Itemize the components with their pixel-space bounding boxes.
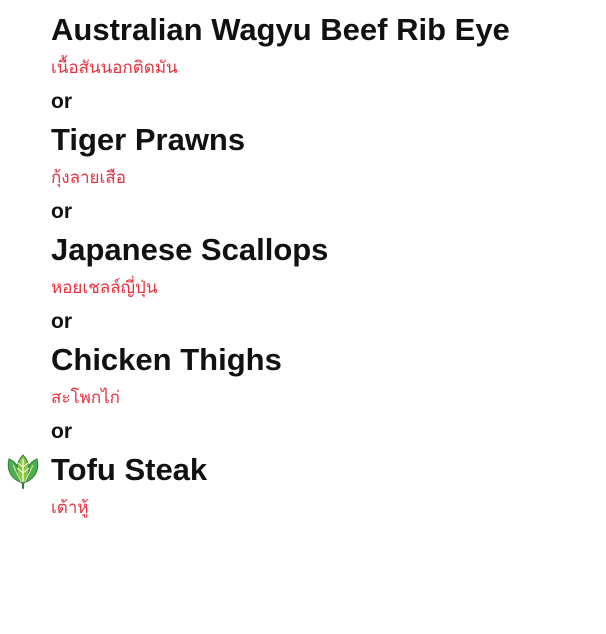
or-separator: or	[51, 90, 72, 113]
option-thai-name: กุ้งลายเสือ	[51, 168, 126, 188]
option-name: Japanese Scallops	[51, 232, 329, 267]
option-thai-name: หอยเชลล์ญี่ปุ่น	[51, 278, 158, 298]
option-name: Tofu Steak	[51, 452, 208, 487]
option-thai-name: เต้าหู้	[51, 498, 89, 518]
menu-option-wagyu	[51, 9, 603, 85]
menu-option-tofu-steak	[51, 449, 603, 525]
or-separator: or	[51, 310, 72, 333]
menu-option-tiger-prawns	[51, 119, 603, 195]
option-name: Tiger Prawns	[51, 122, 246, 157]
option-thai-name: สะโพกไก่	[51, 388, 120, 408]
vegetarian-leaf-icon	[4, 453, 42, 489]
menu-option-scallops	[51, 229, 603, 305]
option-name: Chicken Thighs	[51, 342, 282, 377]
menu-option-chicken-thighs	[51, 339, 603, 415]
option-thai-name: เนื้อสันนอกติดมัน	[51, 58, 178, 78]
option-name: Australian Wagyu Beef Rib Eye	[51, 12, 510, 47]
protein-options-list	[51, 9, 603, 525]
or-separator: or	[51, 420, 72, 443]
or-separator: or	[51, 200, 72, 223]
